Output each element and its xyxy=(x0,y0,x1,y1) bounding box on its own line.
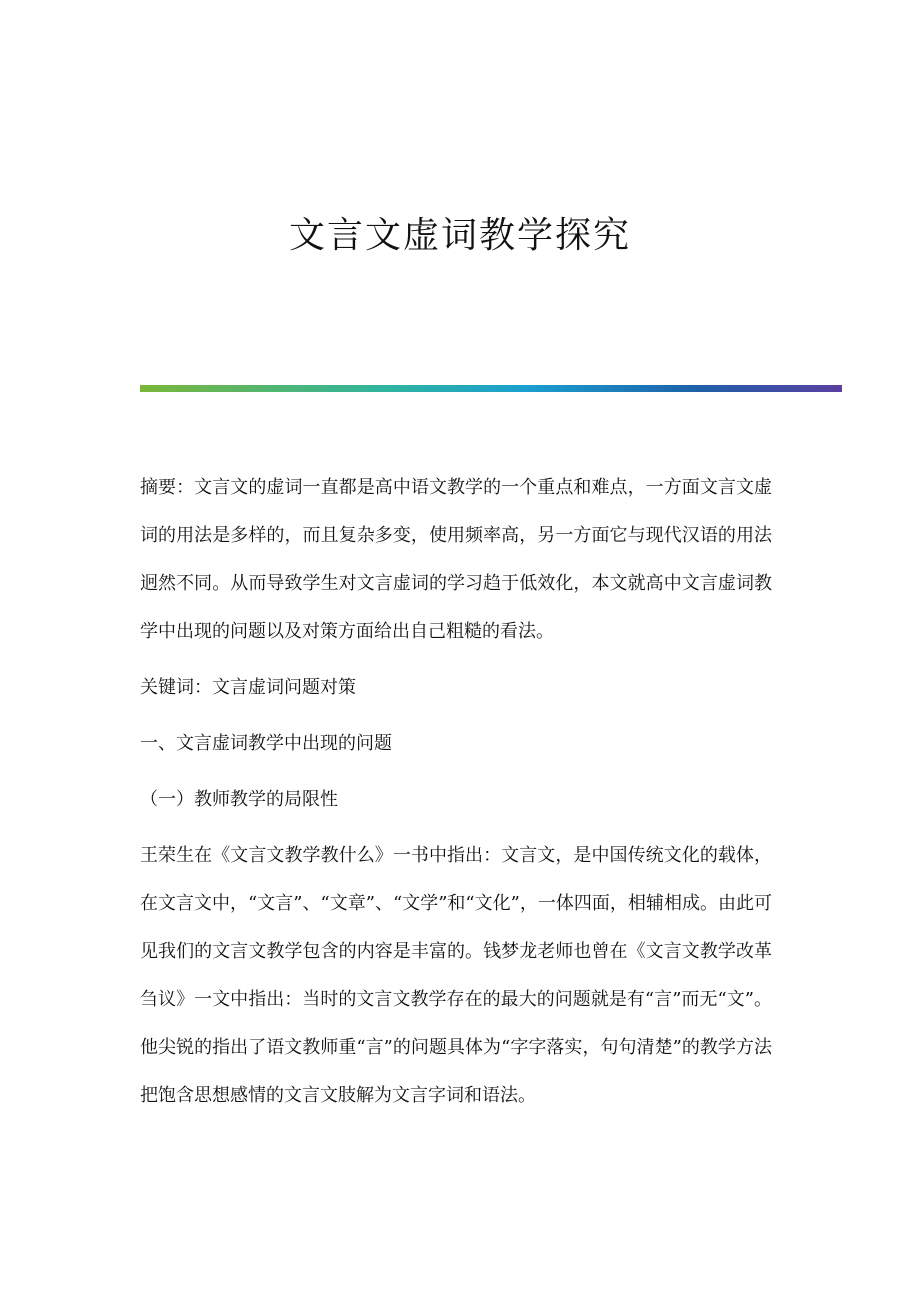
document-body xyxy=(140,464,772,1120)
section-heading: 一、文言虚词教学中出现的问题 xyxy=(140,733,392,754)
document-title: 文言文虚词教学探究 xyxy=(288,215,631,256)
gradient-divider xyxy=(140,385,842,392)
subsection-heading: （一）教师教学的局限性 xyxy=(140,789,338,810)
body-paragraph: 王荣生在《文言文教学教什么》一书中指出：文言文，是中国传统文化的载体，在文言文中，“文言”、“文章”、“文学”和“文化”，一体四面，相辅相成。由此可见我们的文言文教学包含的内容是丰富的。钱梦龙老师也曾在《文言文教学改革刍议》一文中指出：当时的文言文教学存在的最大的问题就是有“言”而无“文”。他尖锐的指出了语文教师重“言”的问题具体为“字字落实，句句清楚”的教学方法把饱含思想感情的文言文肢解为文言字词和语法。 xyxy=(140,845,772,1106)
abstract-paragraph: 摘要：文言文的虚词一直都是高中语文教学的一个重点和难点，一方面文言文虚词的用法是多样的，而且复杂多变，使用频率高，另一方面它与现代汉语的用法迥然不同。从而导致学生对文言虚词的学习趋于低效化，本文就高中文言虚词教学中出现的问题以及对策方面给出自己粗糙的看法。 xyxy=(140,477,772,642)
keywords-line: 关键词：文言虚词问题对策 xyxy=(140,677,356,698)
